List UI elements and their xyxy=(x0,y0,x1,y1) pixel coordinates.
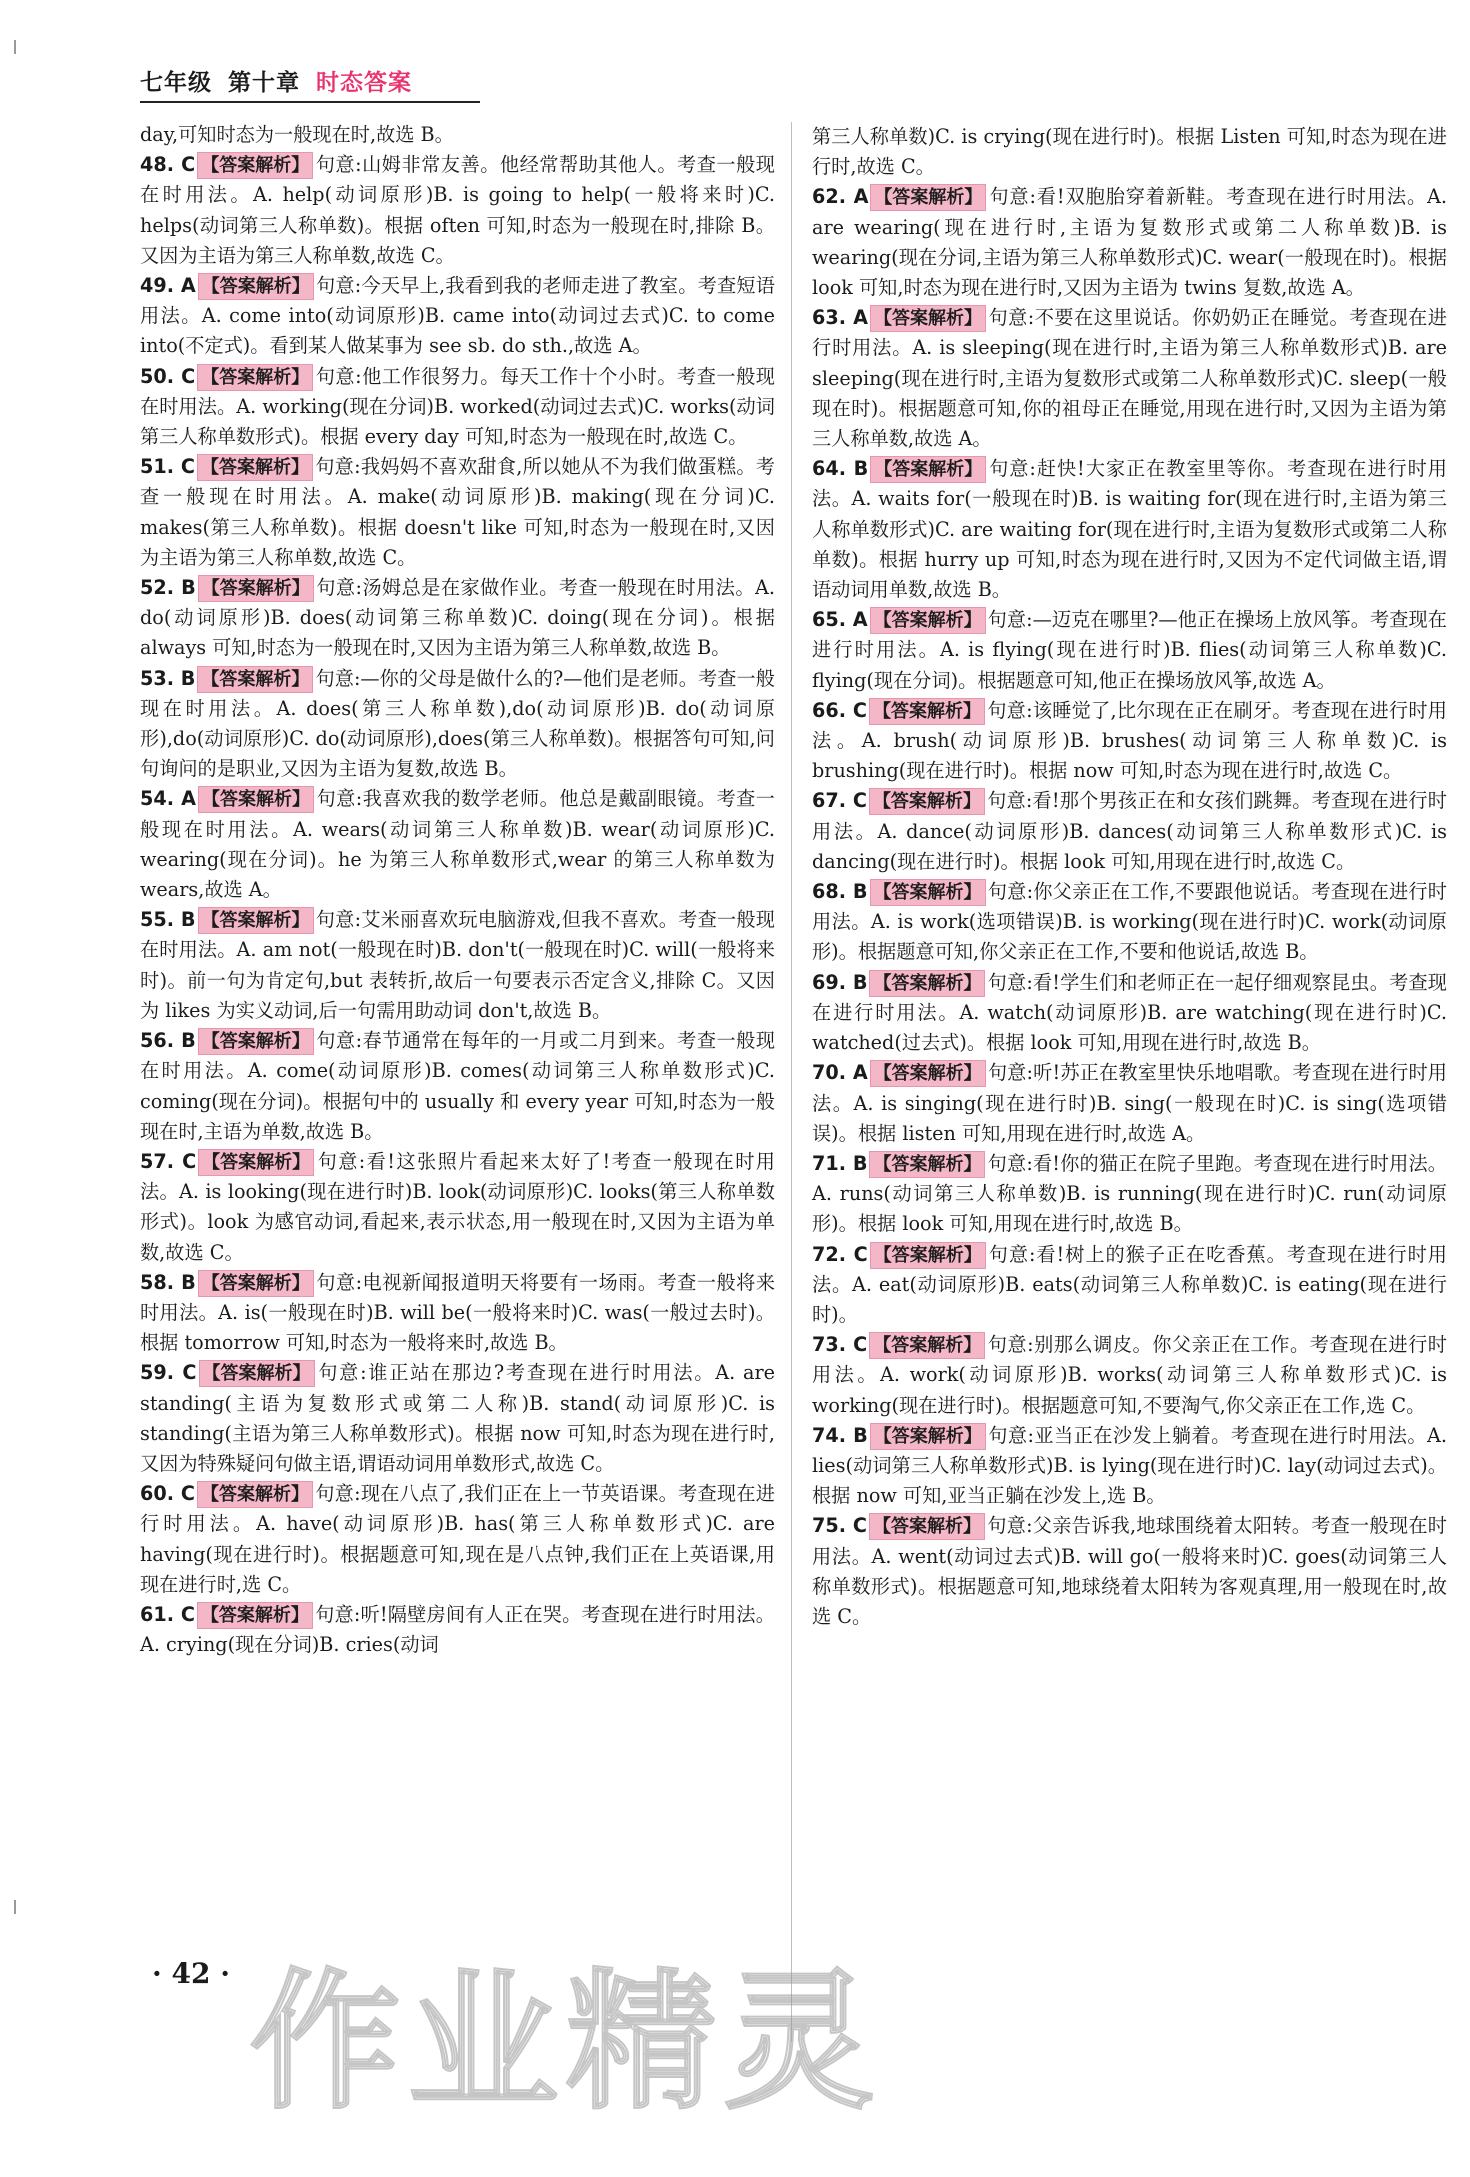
answer-number: 64. B xyxy=(812,457,869,481)
answer-text: 句意:不要在这里说话。你奶奶正在睡觉。考查现在进行时用法。A. is sleeping(现在进行时,主语为第三人称单数形式)B. are sleeping(现在进行时,主语为复数形式或第二人称单数形式)C. sleep(一般现在时)。根据题意可知,你的祖母正在睡觉,用现在进行时,又因为主语为第三人称单数,故选 A。 xyxy=(812,306,1447,451)
answer-text: 句意:—你的父母是做什么的?—他们是老师。考查一般现在时用法。A. does(第三人称单数),do(动词原形)B. do(动词原形),do(动词原形)C. do(动词原形),does(第三人称单数)。根据答句可知,问句询问的是职业,又因为主语为复数,故选 B。 xyxy=(140,666,775,781)
answer-number: 59. C xyxy=(140,1361,197,1385)
answer-analysis-badge: 【答案解析】 xyxy=(198,1028,314,1055)
answer-item xyxy=(812,303,1447,454)
answer-item xyxy=(812,182,1447,303)
answer-text: 句意:亚当正在沙发上躺着。考查现在进行时用法。A. lies(动词第三人称单数形式)B. is lying(现在进行时)C. lay(动词过去式)。根据 now 可知,亚当正躺在沙发上,选 B。 xyxy=(812,1423,1448,1508)
answer-analysis-badge: 【答案解析】 xyxy=(869,788,985,815)
header-section: 时态答案 xyxy=(316,70,412,96)
answer-text: 句意:电视新闻报道明天将要有一场雨。考查一般将来时用法。A. is(一般现在时)B. will be(一般将来时)C. was(一般过去时)。根据 tomorrow 可知,时态为一般将来时,故选 B。 xyxy=(140,1270,776,1355)
answer-item xyxy=(140,1358,775,1479)
right-column xyxy=(812,122,1447,1632)
answer-number: 71. B xyxy=(812,1151,868,1175)
answer-number: 62. A xyxy=(812,185,869,209)
answer-analysis-badge: 【答案解析】 xyxy=(198,907,314,934)
page-number: · 42 · xyxy=(152,1957,230,1990)
answer-number: 52. B xyxy=(140,576,196,600)
answer-number: 70. A xyxy=(812,1061,868,1085)
answer-number: 51. C xyxy=(140,455,195,479)
answer-number: 55. B xyxy=(140,908,196,932)
answer-item xyxy=(812,1058,1447,1149)
answer-text: 句意:现在八点了,我们正在上一节英语课。考查现在进行时用法。A. have(动词原形)B. has(第三人称单数形式)C. are having(现在进行时)。根据题意可知,现在是八点钟,我们正在上英语课,用现在进行时,选 C。 xyxy=(140,1482,775,1596)
answer-item xyxy=(812,1149,1447,1240)
answer-item xyxy=(812,454,1447,605)
answer-item xyxy=(140,362,775,453)
answer-text: 第三人称单数)C. is crying(现在进行时)。根据 Listen 可知,时态为现在进行时,故选 C。 xyxy=(812,125,1447,179)
answer-text: 句意:我妈妈不喜欢甜食,所以她从不为我们做蛋糕。考查一般现在时用法。A. make(动词原形)B. making(现在分词)C. makes(第三人称单数)。根据 doesn't like 可知,时态为一般现在时,又因为主语为第三人称单数,故选 C。 xyxy=(140,455,775,569)
answer-analysis-badge: 【答案解析】 xyxy=(870,1242,986,1269)
answer-text: 句意:看!你的猫正在院子里跑。考查现在进行时用法。A. runs(动词第三人称单数)B. is running(现在进行时)C. run(动词原形)。根据 look 可知,用现在进行时,故选 B。 xyxy=(812,1151,1447,1236)
answer-text: 句意:听!苏正在教室里快乐地唱歌。考查现在进行时用法。A. is singing(现在进行时)B. sing(一般现在时)C. is sing(选项错误)。根据 listen 可知,用现在进行时,故选 A。 xyxy=(812,1061,1447,1145)
answer-text: 句意:春节通常在每年的一月或二月到来。考查一般现在时用法。A. come(动词原形)B. comes(动词第三人称单数形式)C. coming(现在分词)。根据句中的 usually 和 every year 可知,时态为一般现在时,主语为单数,故选 B。 xyxy=(140,1029,776,1143)
answer-number: 53. B xyxy=(140,666,196,690)
answer-number: 56. B xyxy=(140,1029,196,1053)
answer-number: 74. B xyxy=(812,1423,868,1447)
page-header xyxy=(140,64,480,103)
answer-analysis-badge: 【答案解析】 xyxy=(869,1513,985,1540)
answer-item xyxy=(140,150,775,271)
answer-number: 49. A xyxy=(140,274,196,298)
answer-number: 67. C xyxy=(812,789,867,813)
answer-item xyxy=(140,664,775,785)
answer-item xyxy=(140,905,775,1026)
answer-item xyxy=(812,696,1447,787)
answer-text: 句意:艾米丽喜欢玩电脑游戏,但我不喜欢。考查一般现在时用法。A. am not(一般现在时)B. don't(一般现在时)C. will(一般将来时)。前一句为肯定句,but 表转折,故后一句要表示否定含义,排除 C。又因为 likes 为实义动词,后一句需用助动词 don't,故选 B。 xyxy=(140,908,775,1022)
answer-item xyxy=(140,1600,775,1660)
answer-text: day,可知时态为一般现在时,故选 B。 xyxy=(140,123,454,146)
answer-text: 句意:谁正站在那边?考查现在进行时用法。A. are standing(主语为复数形式或第二人称)B. stand(动词原形)C. is standing(主语为第三人称单数形式)。根据 now 可知,时态为现在进行时,又因为特殊疑问句做主语,谓语动词用单数形式,故选 C。 xyxy=(140,1361,775,1475)
answer-item xyxy=(812,1511,1447,1632)
answer-analysis-badge: 【答案解析】 xyxy=(869,1151,985,1178)
answer-text: 句意:该睡觉了,比尔现在正在刷牙。考查现在进行时用法。A. brush(动词原形)B. brushes(动词第三人称单数)C. is brushing(现在进行时)。根据 now 可知,时态为现在进行时,故选 C。 xyxy=(812,698,1447,783)
answer-analysis-badge: 【答案解析】 xyxy=(198,273,314,300)
answer-text: 句意:山姆非常友善。他经常帮助其他人。考查一般现在时用法。A. help(动词原形)B. is going to help(一般将来时)C. helps(动词第三人称单数)。根据 often 可知,时态为一般现在时,排除 B。又因为主语为第三人称单数,故选 C。 xyxy=(140,153,775,267)
answer-text: 句意:今天早上,我看到我的老师走进了教室。考查短语用法。A. come into(动词原形)B. came into(动词过去式)C. to come into(不定式)。看到某人做某事为 see sb. do sth.,故选 A。 xyxy=(140,274,775,358)
answer-text: 句意:看!树上的猴子正在吃香蕉。考查现在进行时用法。A. eat(动词原形)B. eats(动词第三人称单数)C. is eating(现在进行时)。 xyxy=(812,1242,1447,1326)
answer-number: 57. C xyxy=(140,1149,197,1173)
answer-number: 61. C xyxy=(140,1602,195,1626)
answer-analysis-badge: 【答案解析】 xyxy=(869,698,985,725)
column-divider xyxy=(791,122,792,2042)
answer-analysis-badge: 【答案解析】 xyxy=(197,1602,313,1629)
answer-item xyxy=(812,605,1447,696)
answer-text: 句意:别那么调皮。你父亲正在工作。考查现在进行时用法。A. work(动词原形)B. works(动词第三人称单数形式)C. is working(现在进行时)。根据题意可知,不要淘气,你父亲正在工作,选 C。 xyxy=(812,1333,1447,1417)
answer-item xyxy=(812,1330,1447,1421)
answer-analysis-badge: 【答案解析】 xyxy=(870,456,986,483)
answer-text: 句意:汤姆总是在家做作业。考查一般现在时用法。A. do(动词原形)B. does(动词第三称单数)C. doing(现在分词)。根据 always 可知,时态为一般现在时,又因为主语为第三人称单数,故选 B。 xyxy=(140,576,776,660)
answer-item xyxy=(812,1240,1447,1331)
answer-analysis-badge: 【答案解析】 xyxy=(198,1270,314,1297)
answer-item xyxy=(140,452,775,573)
margin-mark xyxy=(14,1900,16,1914)
answer-item xyxy=(812,786,1447,877)
answer-analysis-badge: 【答案解析】 xyxy=(870,305,986,332)
margin-mark xyxy=(14,40,16,54)
answer-text: 句意:看!那个男孩正在和女孩们跳舞。考查现在进行时用法。A. dance(动词原形)B. dances(动词第三人称单数形式)C. is dancing(现在进行时)。根据 look 可知,用现在进行时,故选 C。 xyxy=(812,789,1447,873)
answer-number: 73. C xyxy=(812,1333,868,1357)
answer-number: 66. C xyxy=(812,698,867,722)
answer-number: 54. A xyxy=(140,787,196,811)
answer-number: 68. B xyxy=(812,880,868,904)
answer-analysis-badge: 【答案解析】 xyxy=(199,1360,315,1387)
answer-analysis-badge: 【答案解析】 xyxy=(197,364,313,391)
answer-item xyxy=(812,877,1447,968)
answer-item xyxy=(140,1147,775,1268)
answer-number: 75. C xyxy=(812,1514,867,1538)
answer-item xyxy=(140,120,775,150)
answer-text: 句意:听!隔壁房间有人正在哭。考查现在进行时用法。A. crying(现在分词)B. cries(动词 xyxy=(140,1602,775,1657)
answer-text: 句意:看!这张照片看起来太好了!考查一般现在时用法。A. is looking(现在进行时)B. look(动词原形)C. looks(第三人称单数形式)。look 为感官动词,看起来,表示状态,用一般现在时,又因为主语为单数,故选 C。 xyxy=(140,1149,775,1264)
answer-text: 句意:父亲告诉我,地球围绕着太阳转。考查一般现在时用法。A. went(动词过去式)B. will go(一般将来时)C. goes(动词第三人称单数形式)。根据题意可知,地球绕着太阳转为客观真理,用一般现在时,故选 C。 xyxy=(812,1514,1447,1628)
answer-number: 60. C xyxy=(140,1482,195,1506)
answer-text: 句意:看!双胞胎穿着新鞋。考查现在进行时用法。A. are wearing(现在进行时,主语为复数形式或第二人称单数)B. is wearing(现在分词,主语为第三人称单数形式)C. wear(一般现在时)。根据 look 可知,时态为现在进行时,又因为主语为 twins 复数,故选 A。 xyxy=(812,185,1447,300)
answer-analysis-badge: 【答案解析】 xyxy=(198,786,314,813)
answer-item xyxy=(140,271,775,362)
answer-text: 句意:你父亲正在工作,不要跟他说话。考查现在进行时用法。A. is work(选项错误)B. is working(现在进行时)C. work(动词原形)。根据题意可知,你父亲正在工作,不要和他说话,故选 B。 xyxy=(812,880,1447,964)
answer-number: 48. C xyxy=(140,153,196,177)
answer-item xyxy=(140,1026,775,1147)
answer-analysis-badge: 【答案解析】 xyxy=(870,1060,986,1087)
answer-analysis-badge: 【答案解析】 xyxy=(869,970,985,997)
answer-analysis-badge: 【答案解析】 xyxy=(197,666,313,693)
answer-analysis-badge: 【答案解析】 xyxy=(198,575,314,602)
answer-text: 句意:他工作很努力。每天工作十个小时。考查一般现在时用法。A. working(现在分词)B. worked(动词过去式)C. works(动词第三人称单数形式)。根据 every day 可知,时态为一般现在时,故选 C。 xyxy=(140,364,775,449)
answer-number: 63. A xyxy=(812,306,868,330)
answer-number: 69. B xyxy=(812,970,868,994)
answer-analysis-badge: 【答案解析】 xyxy=(197,454,313,481)
header-chapter: 第十章 xyxy=(228,70,300,96)
answer-item xyxy=(140,1479,775,1600)
answer-analysis-badge: 【答案解析】 xyxy=(197,1481,313,1508)
answer-item xyxy=(812,968,1447,1059)
header-grade: 七年级 xyxy=(140,70,212,96)
answer-item xyxy=(140,573,775,664)
answer-number: 58. B xyxy=(140,1270,196,1294)
answer-analysis-badge: 【答案解析】 xyxy=(197,152,313,179)
answer-number: 72. C xyxy=(812,1242,868,1266)
answer-analysis-badge: 【答案解析】 xyxy=(869,1332,985,1359)
answer-number: 65. A xyxy=(812,608,868,632)
answer-analysis-badge: 【答案解析】 xyxy=(870,184,986,211)
answer-item xyxy=(812,1421,1447,1512)
left-column xyxy=(140,120,775,1660)
answer-analysis-badge: 【答案解析】 xyxy=(870,1423,986,1450)
answer-analysis-badge: 【答案解析】 xyxy=(870,607,986,634)
answer-item xyxy=(812,122,1447,182)
answer-text: 句意:赶快!大家正在教室里等你。考查现在进行时用法。A. waits for(一般现在时)B. is waiting for(现在进行时,主语为第三人称单数形式)C. are waiting for(现在进行时,主语为复数形式或第二人称单数)。根据 hurry up 可知,时态为现在进行时,又因为不定代词做主语,谓语动词用单数,故选 B。 xyxy=(812,457,1447,602)
answer-item xyxy=(140,784,775,905)
answer-text: 句意:我喜欢我的数学老师。他总是戴副眼镜。考查一般现在时用法。A. wears(动词第三人称单数)B. wear(动词原形)C. wearing(现在分词)。he 为第三人称单数形式,wear 的第三人称单数为 wears,故选 A。 xyxy=(140,787,775,902)
answer-analysis-badge: 【答案解析】 xyxy=(198,1149,314,1176)
answer-item xyxy=(140,1268,775,1359)
watermark: 作业精灵 xyxy=(250,1956,883,2130)
answer-number: 50. C xyxy=(140,364,196,388)
answer-analysis-badge: 【答案解析】 xyxy=(870,879,986,906)
answer-text: 句意:看!学生们和老师正在一起仔细观察昆虫。考查现在进行时用法。A. watch(动词原形)B. are watching(现在进行时)C. watched(过去式)。根据 look 可知,用现在进行时,故选 B。 xyxy=(812,970,1447,1055)
answer-text: 句意:—迈克在哪里?—他正在操场上放风筝。考查现在进行时用法。A. is flying(现在进行时)B. flies(动词第三人称单数)C. flying(现在分词)。根据题意可知,他正在操场放风筝,故选 A。 xyxy=(812,608,1447,692)
